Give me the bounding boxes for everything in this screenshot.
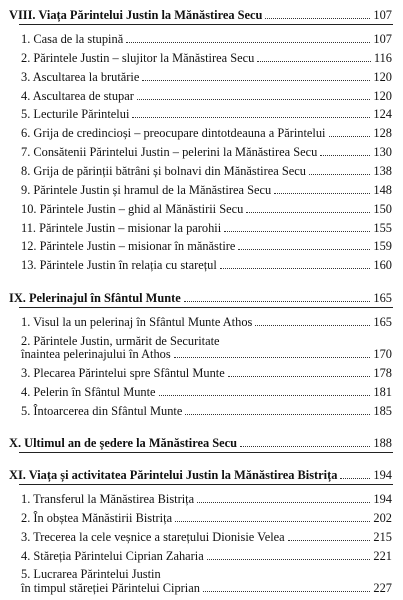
entry-title: 2. În obștea Mănăstirii Bistrița: [21, 510, 173, 525]
entry-title: 7. Consătenii Părintelui Justin – pelerini la Mănăstirea Secu: [21, 145, 318, 160]
page-number: 181: [373, 385, 392, 400]
page-number: 194: [373, 492, 392, 506]
entry-title-line: 2. Părintele Justin, urmărit de Securitate: [21, 333, 220, 348]
entry-title: 12. Părintele Justin – misionar în mănăstire: [21, 239, 236, 254]
toc-entry[interactable]: [0, 30, 403, 48]
toc-entry[interactable]: [0, 219, 403, 237]
entry-title: 10. Părintele Justin – ghid al Mănăstirii Secu: [21, 201, 244, 216]
dot-leader: [240, 446, 370, 447]
chapter-divider: [19, 452, 393, 453]
page-number: 138: [373, 163, 392, 178]
entry-title: 1. Casa de la stupină: [21, 32, 124, 46]
toc-entry[interactable]: [0, 547, 403, 565]
dot-leader: [142, 80, 370, 81]
chapter-heading[interactable]: [0, 466, 403, 484]
dot-leader: [197, 502, 370, 503]
page-number: 178: [373, 366, 392, 381]
toc-entry[interactable]: [0, 124, 403, 142]
page-number: 120: [373, 88, 392, 103]
dot-leader: [132, 117, 370, 118]
entry-title: 8. Grija de părinții bătrâni și bolnavi din Mănăstirea Secu: [21, 163, 306, 178]
page-number: 116: [373, 50, 392, 65]
dot-leader: [184, 301, 370, 302]
entry-title: 11. Părintele Justin – misionar la parohii: [21, 220, 222, 235]
toc-entry[interactable]: [0, 105, 403, 123]
toc-entry[interactable]: [0, 528, 403, 546]
chapter-divider: [19, 24, 393, 25]
dot-leader: [329, 136, 370, 137]
entry-title: 3. Plecarea Părintelui spre Sfântul Munte: [21, 366, 225, 381]
dot-leader: [224, 231, 370, 232]
page-number: 107: [373, 8, 392, 22]
toc-entry[interactable]: [0, 143, 403, 161]
chapter-divider: [19, 484, 393, 485]
dot-leader: [246, 212, 370, 213]
dot-leader: [238, 249, 370, 250]
dot-leader: [207, 559, 370, 560]
toc-entry[interactable]: [0, 256, 403, 274]
page-number: 155: [373, 220, 392, 235]
chapter-heading[interactable]: [0, 6, 403, 24]
page-number: 148: [373, 182, 392, 197]
page-number: 188: [373, 436, 392, 450]
page-number: 159: [373, 239, 392, 254]
toc-entry[interactable]: [0, 200, 403, 218]
entry-title: 9. Părintele Justin și hramul de la Mănăstirea Secu: [21, 182, 272, 197]
dot-leader: [340, 478, 370, 479]
entry-title: 1. Visul la un pelerinaj în Sfântul Munte Athos: [21, 315, 253, 329]
page-number: 160: [373, 258, 392, 273]
page-number: 170: [373, 347, 392, 362]
toc-entry[interactable]: [0, 383, 403, 401]
page-number: 165: [373, 315, 392, 329]
entry-title: în timpul stăreției Părintelui Ciprian: [21, 580, 200, 595]
toc-entry[interactable]: [0, 313, 403, 331]
entry-title-line: 5. Lucrarea Părintelui Justin: [21, 567, 161, 582]
chapter-title: VIII. Viața Părintelui Justin la Mănăstirea Secu: [9, 8, 263, 22]
entry-title: 4. Pelerin în Sfântul Munte: [21, 385, 156, 400]
chapter-title: XI. Viața și activitatea Părintelui Justin la Mănăstirea Bistrița: [9, 468, 338, 482]
dot-leader: [175, 521, 370, 522]
entry-title: 4. Stăreția Părintelui Ciprian Zaharia: [21, 548, 204, 563]
toc-entry[interactable]: [0, 345, 403, 363]
toc-entry[interactable]: [0, 490, 403, 508]
chapter-title: IX. Pelerinajul în Sfântul Munte: [9, 291, 181, 305]
toc-entry[interactable]: [0, 237, 403, 255]
entry-title: 1. Transferul la Mănăstirea Bistrița: [21, 492, 195, 506]
dot-leader: [203, 591, 370, 592]
toc-entry[interactable]: [0, 579, 403, 597]
dot-leader: [220, 268, 370, 269]
toc-entry[interactable]: [0, 162, 403, 180]
entry-title: 2. Părintele Justin – slujitor la Mănăstirea Secu: [21, 50, 255, 65]
page-number: 107: [373, 32, 392, 46]
dot-leader: [274, 193, 370, 194]
page-number: 128: [373, 126, 392, 141]
page-number: 165: [373, 291, 392, 305]
page-number: 215: [373, 529, 392, 544]
dot-leader: [185, 414, 370, 415]
page-number: 120: [373, 69, 392, 84]
chapter-title: X. Ultimul an de ședere la Mănăstirea Secu: [9, 436, 238, 450]
dot-leader: [257, 61, 371, 62]
entry-title: 4. Ascultarea de stupar: [21, 88, 134, 103]
entry-title: 3. Trecerea la cele veșnice a starețului Dionisie Velea: [21, 529, 285, 544]
chapter-heading[interactable]: [0, 434, 403, 452]
entry-title: 3. Ascultarea la brutărie: [21, 69, 140, 84]
toc-entry[interactable]: [0, 68, 403, 86]
dot-leader: [228, 376, 370, 377]
entry-title: 5. Întoarcerea din Sfântul Munte: [21, 403, 183, 418]
page-number: 194: [373, 468, 392, 482]
toc-entry[interactable]: [0, 402, 403, 420]
dot-leader: [255, 325, 370, 326]
dot-leader: [309, 174, 370, 175]
toc-entry[interactable]: [0, 364, 403, 382]
page-number: 227: [373, 580, 392, 595]
entry-title: 5. Lecturile Părintelui: [21, 107, 130, 122]
chapter-divider: [19, 307, 393, 308]
entry-title: înaintea pelerinajului în Athos: [21, 347, 171, 362]
entry-title: 6. Grija de credincioși – preocupare dintotdeauna a Părintelui: [21, 126, 326, 141]
page-number: 202: [373, 510, 392, 525]
dot-leader: [288, 540, 370, 541]
toc-entry[interactable]: [0, 509, 403, 527]
toc-entry[interactable]: [0, 181, 403, 199]
page-number: 130: [373, 145, 392, 160]
toc-entry[interactable]: [0, 49, 403, 67]
page-number: 185: [373, 403, 392, 418]
page-number: 221: [373, 548, 392, 563]
dot-leader: [265, 18, 370, 19]
page-number: 150: [373, 201, 392, 216]
dot-leader: [159, 395, 370, 396]
dot-leader: [174, 357, 370, 358]
entry-title: 13. Părintele Justin în relația cu starețul: [21, 258, 217, 273]
dot-leader: [137, 99, 370, 100]
dot-leader: [126, 42, 370, 43]
page-number: 124: [373, 107, 392, 122]
toc-entry[interactable]: [0, 87, 403, 105]
dot-leader: [320, 155, 370, 156]
chapter-heading[interactable]: [0, 289, 403, 307]
